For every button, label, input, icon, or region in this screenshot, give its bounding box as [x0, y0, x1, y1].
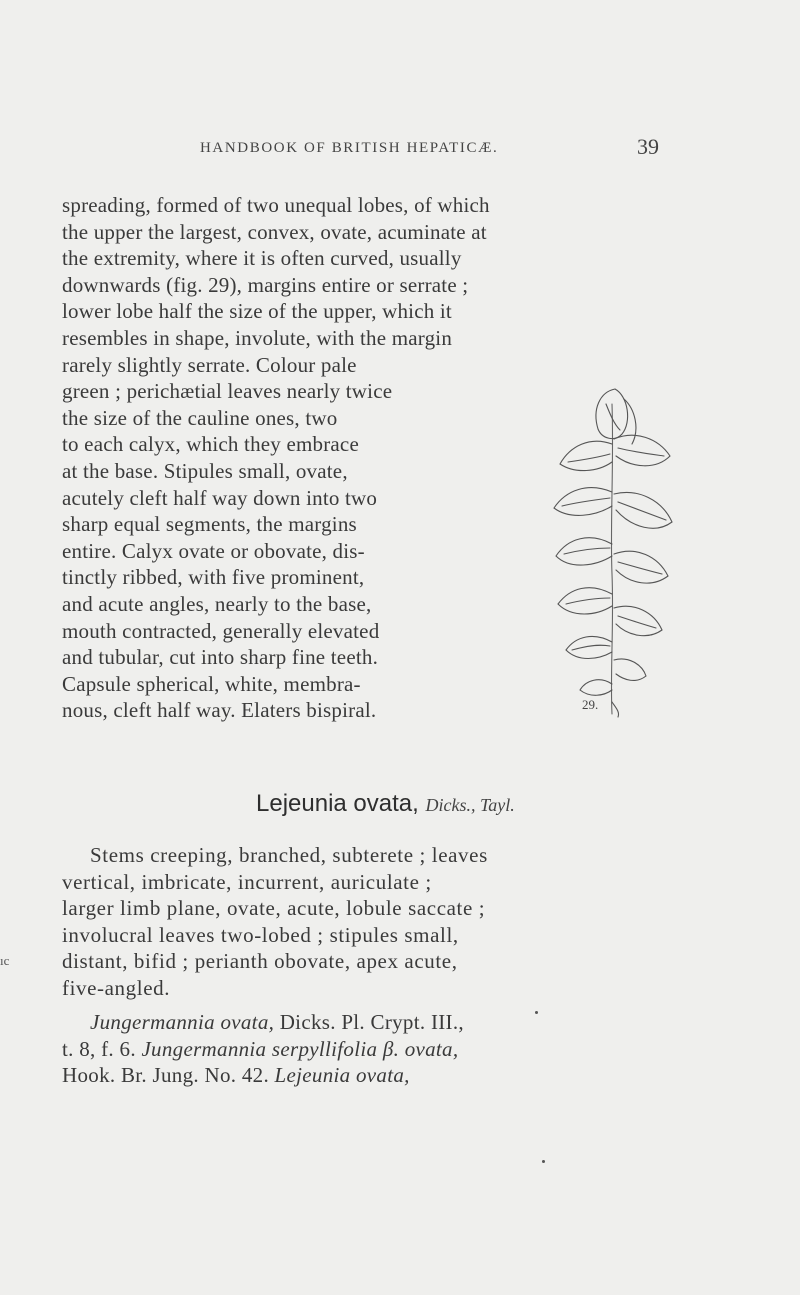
text-line: entire. Calyx ovate or obovate, dis- — [62, 538, 365, 563]
text-line: at the base. Stipules small, ovate, — [62, 458, 348, 483]
text-line: resembles in shape, involute, with the margin — [62, 325, 453, 350]
text-line — [62, 1062, 686, 1089]
text-line: sharp equal segments, the margins — [62, 512, 357, 537]
text-line: acutely cleft half way down into two — [62, 485, 378, 510]
leaf-illustration — [540, 384, 690, 719]
text-line: tinctly ribbed, with five prominent, — [62, 565, 365, 590]
text-line: downwards (fig. 29), margins entire or serrate ; — [62, 272, 469, 297]
stray-dot — [535, 1011, 538, 1014]
running-title: HANDBOOK OF BRITISH HEPATICÆ. — [200, 140, 499, 156]
text-line: spreading, formed of two unequal lobes, of which — [62, 193, 490, 217]
text-line: five-angled. — [62, 975, 171, 1000]
margin-annotation: ıc — [0, 953, 10, 968]
text-line: lower lobe half the size of the upper, which it — [62, 299, 452, 324]
diagnosis-paragraph — [62, 842, 686, 1002]
citation: Dicks. Pl. Crypt. III., — [274, 1010, 464, 1034]
text-line: the extremity, where it is often curved, usually — [62, 246, 462, 271]
text-line: rarely slightly serrate. Colour pale — [62, 352, 357, 377]
species-heading — [256, 790, 515, 818]
stray-dot — [542, 1160, 545, 1163]
text-line: larger limb plane, ovate, acute, lobule saccate ; — [62, 896, 486, 921]
text-line: distant, bifid ; perianth obovate, apex acute, — [62, 949, 458, 974]
text-line: vertical, imbricate, incurrent, auriculate ; — [62, 869, 432, 894]
text-line: the upper the largest, convex, ovate, acuminate at — [62, 219, 487, 244]
text-line — [62, 1009, 686, 1036]
text-line: nous, cleft half way. Elaters bispiral. — [62, 698, 377, 723]
synonym-name: Lejeunia ovata, — [274, 1063, 410, 1088]
text-line: green ; perichætial leaves nearly twice — [62, 379, 393, 404]
synonym-name: Jungermannia serpyllifolia β. ovata, — [141, 1036, 459, 1061]
citation: Hook. Br. Jung. No. 42. — [62, 1063, 275, 1088]
text-line: and tubular, cut into sharp fine teeth. — [62, 645, 379, 670]
text-line: Capsule spherical, white, membra- — [62, 671, 361, 696]
species-authors: Dicks., Tayl. — [425, 795, 515, 815]
text-line: mouth contracted, generally elevated — [62, 618, 380, 643]
text-line: involucral leaves two-lobed ; stipules small, — [62, 922, 459, 947]
synonym-name: Jungermannia ovata, — [90, 1010, 275, 1034]
citation: t. 8, f. 6. — [62, 1036, 142, 1061]
page-number: 39 — [637, 134, 659, 159]
species-name: Lejeunia ovata, — [256, 790, 419, 817]
figure-caption: 29. — [582, 697, 599, 712]
text-line: Stems creeping, branched, subterete ; leaves — [90, 843, 488, 867]
text-line: the size of the cauline ones, two — [62, 405, 338, 430]
text-line — [62, 1036, 686, 1063]
text-line: to each calyx, which they embrace — [62, 432, 359, 457]
synonymy-paragraph — [62, 1009, 686, 1089]
text-line: and acute angles, nearly to the base, — [62, 591, 372, 616]
